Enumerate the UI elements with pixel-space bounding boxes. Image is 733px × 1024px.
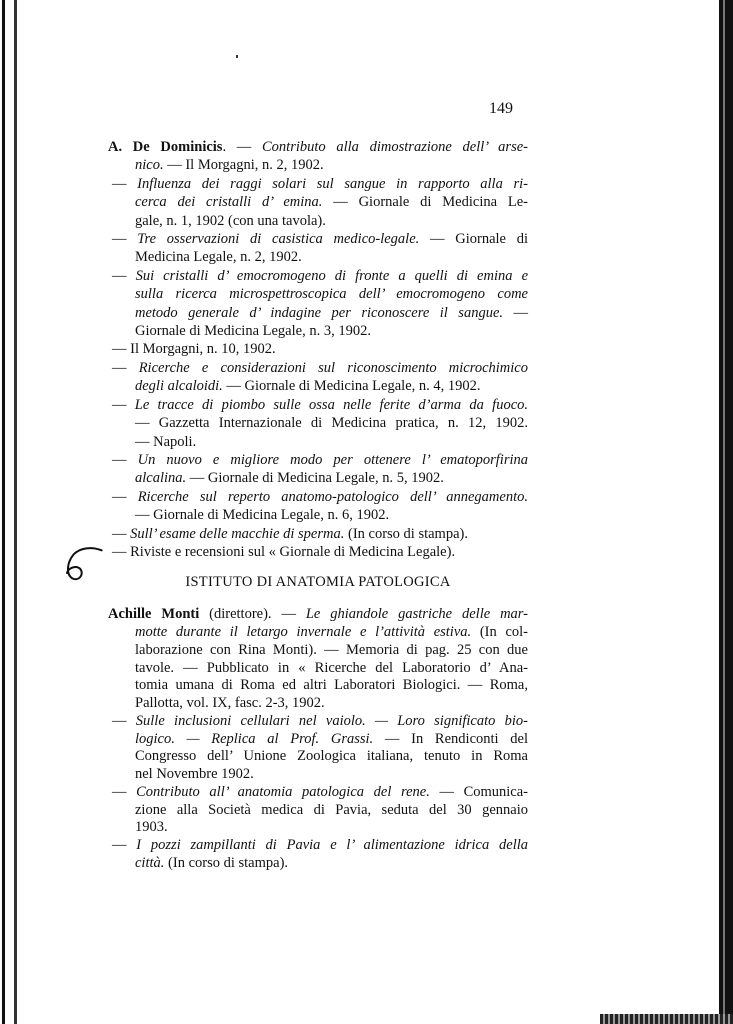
text-line — [108, 156, 528, 174]
work-title: cerca dei cristalli d’ emina. — [135, 194, 323, 211]
citation-text: tavole. — Pubblicato in « Ricerche del Laboratorio d’ Ana- — [135, 659, 528, 676]
text-line — [108, 377, 528, 395]
text-line — [108, 784, 528, 802]
bibliography-entry — [108, 837, 528, 873]
work-title: motte durante il letargo invernale e l’attività estiva. — [135, 624, 472, 641]
citation-text: — In Rendiconti del — [373, 730, 529, 747]
citation-text: — Giornale di Medicina Le- — [322, 194, 529, 211]
text-line — [108, 855, 528, 873]
citation-text: tomia umana di Roma ed altri Laboratori Biologici. — Roma, — [135, 677, 528, 694]
work-title: Contributo alla dimostrazione dell’ arse- — [262, 139, 528, 155]
citation-text: laborazione con Rina Monti). — Memoria di pag. 25 con due — [135, 641, 528, 658]
bibliography-entry — [108, 606, 528, 713]
citation-text: — Napoli. — [135, 433, 197, 450]
work-title: alcalina. — [135, 470, 187, 487]
text-line — [108, 285, 528, 303]
work-title: logico. — Replica al Prof. Grassi. — [135, 730, 374, 747]
text-line — [108, 606, 528, 624]
work-title: città. — [135, 854, 165, 871]
text-line — [108, 506, 528, 524]
bibliography-entry — [108, 267, 528, 341]
handwritten-six-mark — [55, 535, 105, 595]
work-title: I pozzi zampillanti di Pavia e l’ alimentazione idrica della — [136, 837, 529, 854]
work-title: Tre osservazioni di casistica medico-legale. — [137, 231, 420, 248]
text-line — [108, 469, 528, 487]
bibliography-entry — [108, 451, 528, 488]
bibliography-entry — [108, 175, 528, 230]
citation-text: — — [503, 304, 528, 321]
bibliography-entry — [108, 230, 528, 267]
work-title: Un nuovo e migliore modo per ottenere l’ ematoporfirina — [137, 451, 528, 468]
text-line — [108, 433, 528, 451]
citation-text: — — [112, 396, 135, 413]
text-line — [108, 766, 528, 784]
citation-text: — — [112, 451, 138, 468]
citation-text: — — [112, 359, 139, 376]
text-line — [108, 340, 528, 358]
text-line — [108, 748, 528, 766]
text-line — [108, 248, 528, 266]
citation-text: (In corso di stampa). — [344, 525, 468, 542]
text-line — [108, 138, 528, 156]
bibliography-entry — [108, 525, 528, 543]
work-title: Sui cristalli d’ emocromogeno di fronte a quelli di emina e — [135, 267, 528, 284]
text-line — [108, 819, 528, 837]
citation-text: — Giornale di — [419, 231, 528, 248]
citation-text: — — [112, 525, 131, 542]
text-line — [108, 543, 528, 561]
page-number: 149 — [489, 100, 513, 117]
bibliography-section-dominicis — [108, 138, 528, 561]
page-left-edge — [0, 0, 20, 1024]
text-line — [108, 396, 528, 414]
citation-text: gale, n. 1, 1902 (con una tavola). — [135, 212, 326, 229]
bibliography-entry — [108, 396, 528, 451]
work-title: Ricerche sul reperto anatomo-patologico dell’ annegamento. — [137, 488, 528, 505]
bibliography-section-monti — [108, 606, 528, 872]
citation-text: — — [112, 175, 138, 192]
work-title: nico. — [135, 157, 164, 174]
text-line — [108, 713, 528, 731]
work-title: Influenza dei raggi solari sul sangue in rapporto alla ri- — [137, 175, 529, 192]
citation-text: — Il Morgagni, n. 10, 1902. — [112, 341, 276, 358]
text-line — [108, 837, 528, 855]
text-line — [108, 414, 528, 432]
citation-text: — — [112, 231, 138, 248]
work-title: Le ghiandole gastriche delle mar- — [305, 606, 528, 623]
citation-text: (In corso di stampa). — [164, 854, 289, 871]
text-line — [108, 451, 528, 469]
bibliography-entry — [108, 488, 528, 525]
work-title: Sull’ esame delle macchie di sperma. — [130, 525, 345, 542]
text-line — [108, 193, 528, 211]
author-name: Achille Monti — [108, 606, 200, 623]
work-title: Le tracce di piombo sulle ossa nelle ferite d’arma da fuoco. — [134, 396, 528, 413]
bibliography-entry — [108, 713, 528, 784]
text-line — [108, 175, 528, 193]
page-right-edge — [719, 0, 733, 1024]
citation-text: — — [112, 488, 138, 505]
citation-text: Medicina Legale, n. 2, 1902. — [135, 249, 302, 266]
text-line — [108, 660, 528, 678]
text-line — [108, 230, 528, 248]
page-body — [108, 138, 528, 873]
citation-text: (In col- — [471, 624, 528, 641]
citation-text: 1903. — [135, 819, 168, 836]
work-title: Contributo all’ anatomia patologica del rene. — [136, 783, 430, 800]
author-name: A. De Dominicis — [108, 139, 223, 155]
text-line — [108, 695, 528, 713]
text-line — [108, 525, 528, 543]
citation-text: — Giornale di Medicina Legale, n. 5, 1902. — [186, 470, 444, 487]
citation-text: — Comunica- — [429, 783, 529, 800]
text-line — [108, 624, 528, 642]
bibliography-entry — [108, 138, 528, 175]
bibliography-entry — [108, 784, 528, 837]
work-title: Sulle inclusioni cellulari nel vaiolo. — Loro significato bio- — [135, 712, 528, 729]
text-line — [108, 359, 528, 377]
text-line — [108, 267, 528, 285]
text-line — [108, 731, 528, 749]
citation-text: (direttore). — — [199, 606, 306, 623]
citation-text: — — [112, 783, 137, 800]
bibliography-entry — [108, 340, 528, 358]
citation-text: Pallotta, vol. IX, fasc. 2-3, 1902. — [135, 695, 325, 712]
citation-text: — — [112, 267, 136, 284]
text-line — [108, 322, 528, 340]
citation-text: — — [112, 837, 137, 854]
citation-text: — Giornale di Medicina Legale, n. 6, 1902. — [135, 507, 390, 524]
ink-speck — [236, 55, 238, 58]
scan-artifact — [600, 1014, 733, 1024]
text-line — [108, 488, 528, 506]
work-title: Ricerche e considerazioni sul riconoscimento microchimico — [138, 359, 528, 376]
section-heading: ISTITUTO DI ANATOMIA PATOLOGICA — [185, 574, 451, 591]
citation-text: — Giornale di Medicina Legale, n. 4, 1902. — [222, 378, 481, 395]
bibliography-entry — [108, 359, 528, 396]
text-line — [108, 212, 528, 230]
citation-text: — Gazzetta Internazionale di Medicina pratica, n. 12, 1902. — [135, 415, 528, 432]
citation-text: . — — [222, 139, 262, 155]
citation-text: zione alla Società medica di Pavia, seduta del 30 gennaio — [135, 801, 528, 818]
work-title: degli alcaloidi. — [135, 378, 223, 395]
work-title: metodo generale d’ indagine per riconoscere il sangue. — [135, 304, 504, 321]
text-line — [108, 802, 528, 820]
citation-text: — Riviste e recensioni sul « Giornale di Medicina Legale). — [112, 543, 456, 560]
citation-text: nel Novembre 1902. — [135, 766, 254, 783]
citation-text: Congresso dell’ Unione Zoologica italiana, tenuto in Roma — [135, 748, 528, 765]
text-line — [108, 677, 528, 695]
work-title: sulla ricerca microspettroscopica dell’ emocromogeno come — [135, 286, 528, 303]
bibliography-entry — [108, 543, 528, 561]
citation-text: — — [112, 712, 136, 729]
text-line — [108, 642, 528, 660]
citation-text: Giornale di Medicina Legale, n. 3, 1902. — [135, 323, 371, 340]
citation-text: — Il Morgagni, n. 2, 1902. — [163, 157, 324, 174]
text-line — [108, 304, 528, 322]
